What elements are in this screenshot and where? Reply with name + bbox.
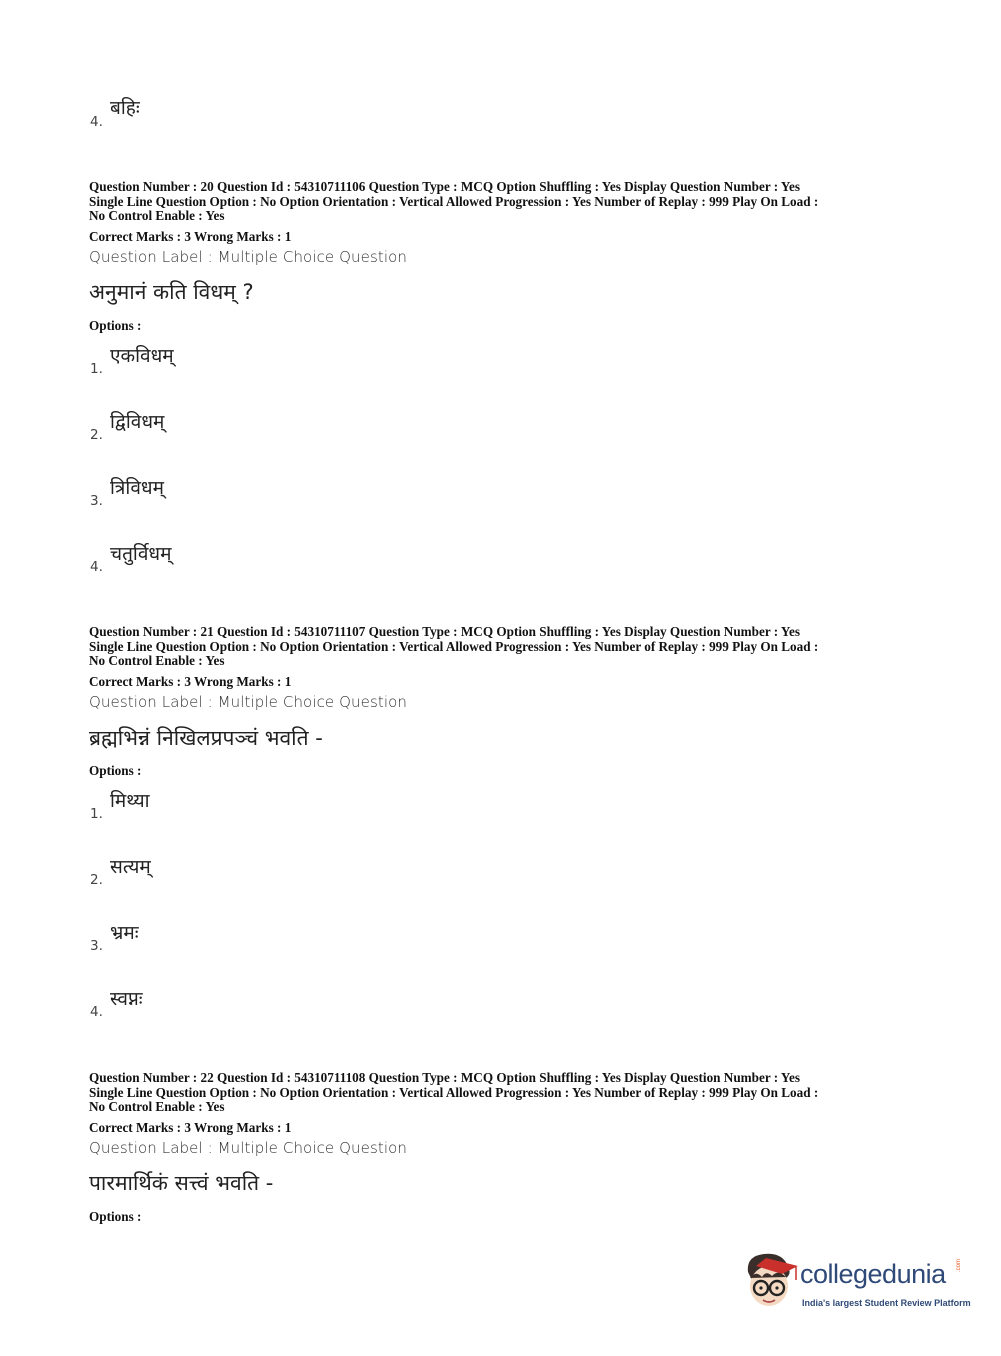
option-text: बहिः [110,97,140,119]
question-label: Question Label : Multiple Choice Question [89,693,408,711]
option-text: द्विविधम् [110,411,165,433]
option-number: 4. [90,1004,103,1020]
option-text: सत्यम् [110,856,151,878]
question-text: अनुमानं कति विधम् ? [89,280,254,304]
question-marks: Correct Marks : 3 Wrong Marks : 1 [89,674,292,689]
logo-dotcom: .com [956,1258,962,1272]
option-text: स्वप्नः [110,988,143,1010]
collegedunia-logo [742,1250,972,1320]
question-text: पारमार्थिकं सत्त्वं भवति - [89,1171,274,1195]
question-meta: Question Number : 20 Question Id : 54310711106 Question Type : MCQ Option Shuffling : Yes Display Question Number : Yes Single Line Question Option : No Option Orientation : Vertical Allowed Progression : Yes Number of Replay : 999 Play On Load : No Control Enable : Yes [89,179,819,224]
question-label: Question Label : Multiple Choice Question [89,1139,408,1157]
question-meta: Question Number : 22 Question Id : 54310711108 Question Type : MCQ Option Shuffling : Yes Display Question Number : Yes Single Line Question Option : No Option Orientation : Vertical Allowed Progression : Yes Number of Replay : 999 Play On Load : No Control Enable : Yes [89,1070,819,1115]
options-label: Options : [89,318,142,333]
option-text: चतुर्विधम् [110,543,172,565]
logo-wordmark: collegedunia [800,1259,946,1289]
option-number: 2. [90,872,103,888]
options-label: Options : [89,1209,142,1224]
question-meta: Question Number : 21 Question Id : 54310711107 Question Type : MCQ Option Shuffling : Yes Display Question Number : Yes Single Line Question Option : No Option Orientation : Vertical Allowed Progression : Yes Number of Replay : 999 Play On Load : No Control Enable : Yes [89,624,819,669]
option-number: 4. [90,559,103,575]
question-marks: Correct Marks : 3 Wrong Marks : 1 [89,229,292,244]
logo-tagline: India's largest Student Review Platform [802,1298,971,1308]
option-number: 1. [90,361,103,377]
options-label: Options : [89,763,142,778]
option-number: 3. [90,938,103,954]
option-text: एकविधम् [110,345,174,367]
option-number: 1. [90,806,103,822]
option-number: 4. [90,114,103,130]
option-number: 3. [90,493,103,509]
option-text: त्रिविधम् [110,477,164,499]
mascot-icon [742,1250,800,1312]
question-label: Question Label : Multiple Choice Question [89,248,408,266]
question-text: ब्रह्मभिन्नं निखिलप्रपञ्चं भवति - [89,726,323,750]
question-marks: Correct Marks : 3 Wrong Marks : 1 [89,1120,292,1135]
option-text: भ्रमः [110,922,139,944]
option-number: 2. [90,427,103,443]
option-text: मिथ्या [110,790,150,812]
